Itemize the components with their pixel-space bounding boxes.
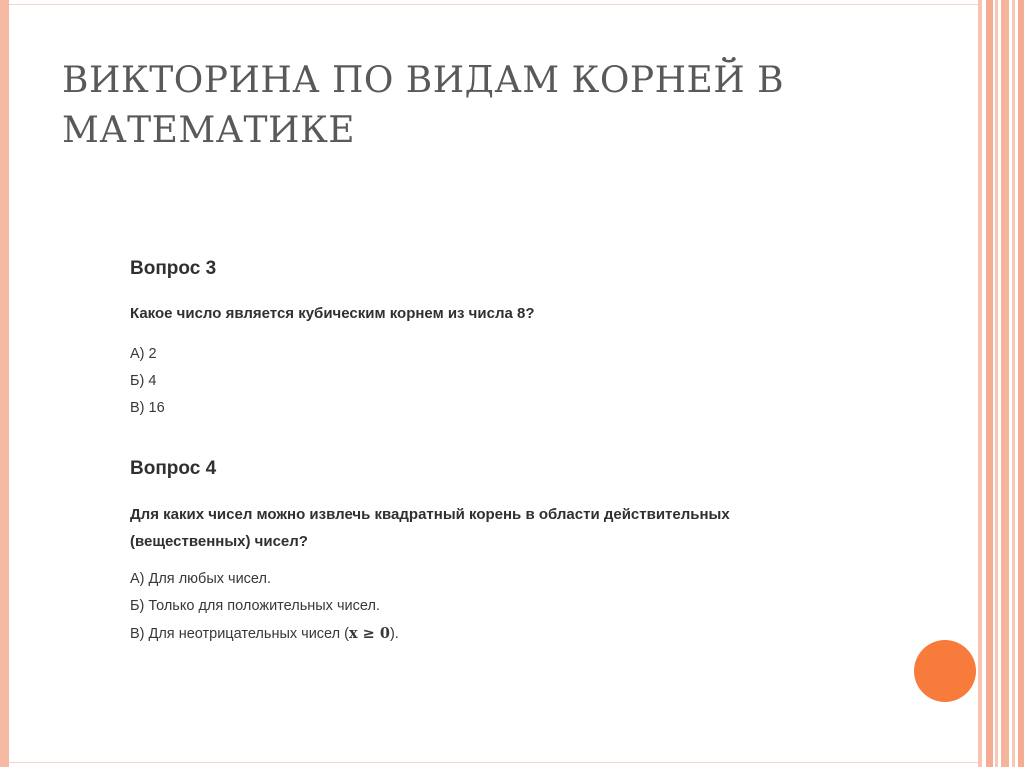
right-decorative-stripe xyxy=(995,0,998,767)
right-decorative-stripe xyxy=(1001,0,1009,767)
question-3-answer-a: А) 2 xyxy=(130,346,157,362)
question-4-answer-c-text: В) Для неотрицательных чисел ( xyxy=(130,626,349,642)
question-4-answer-c-tail: ). xyxy=(389,626,399,642)
question-4-answer-b: Б) Только для положительных чисел. xyxy=(130,598,380,614)
question-3-answer-b: Б) 4 xyxy=(130,373,157,389)
frame-bottom-line xyxy=(9,762,978,763)
left-decorative-stripe xyxy=(0,0,9,767)
question-4-answer-a: А) Для любых чисел. xyxy=(130,571,272,587)
question-3-heading: Вопрос 3 xyxy=(130,258,217,279)
question-3-answer-c: В) 16 xyxy=(130,400,165,416)
question-4-text-line-1: Для каких чисел можно извлечь квадратный корень в области действительных xyxy=(130,506,730,523)
orange-circle-decoration xyxy=(914,640,976,702)
question-4-answer-c xyxy=(130,625,399,642)
frame-top-line xyxy=(9,4,978,5)
right-decorative-stripe xyxy=(986,0,993,767)
question-3-text: Какое число является кубическим корнем из числа 8? xyxy=(130,305,535,322)
right-decorative-stripe xyxy=(978,0,982,767)
right-decorative-stripe xyxy=(1012,0,1015,767)
slide-title: ВИКТОРИНА ПО ВИДАМ КОРНЕЙ В МАТЕМАТИКЕ xyxy=(62,60,785,151)
question-4-answer-c-math: x ≥ 0 xyxy=(348,625,390,642)
right-decorative-stripe xyxy=(1018,0,1024,767)
question-4-text-line-2: (вещественных) чисел? xyxy=(130,533,308,550)
question-4-heading: Вопрос 4 xyxy=(130,458,217,479)
